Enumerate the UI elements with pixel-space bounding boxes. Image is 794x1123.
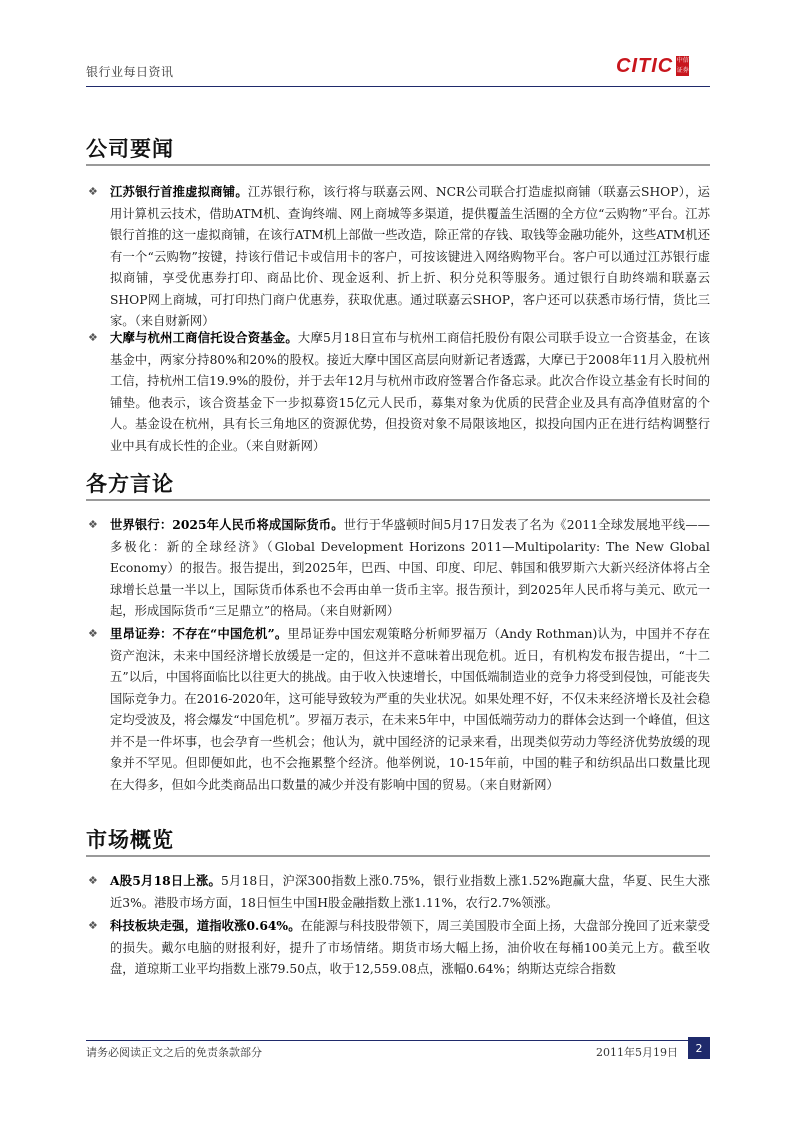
news-item [88, 327, 710, 457]
news-item [88, 181, 710, 333]
news-body: 大摩5月18日宣布与杭州工商信托股份有限公司联手设立一合资基金，在该基金中，两家分持80%和20%的股权。接近大摩中国区高层向财新记者透露，大摩已于2008年11月入股杭州工信，持杭州工信19.9%的股份，并于去年12月与杭州市政府签署合作备忘录。此次合作设立基金有长时间的铺垫。他表示，该合资基金下一步拟募资15亿元人民币，募集对象为优质的民营企业及具有高净值财富的个人。基金设在杭州，具有长三角地区的资源优势，但投资对象不局限该地区，拟投向国内正在进行结构调整行业中具有成长性的企业。（来自财新网） [110, 331, 710, 453]
section-rule [86, 499, 710, 501]
news-item [88, 623, 710, 796]
diamond-bullet-icon: ❖ [88, 331, 98, 344]
news-body: 世行于华盛顿时间5月17日发表了名为《2011全球发展地平线——多极化：新的全球经济》（Global Development Horizons 2011—Multipolarity: The New Global Economy）的报告。报告提出，到2025年，巴西、中国、印度、印尼、韩国和俄罗斯六大新兴经济体将占全球增长总量一半以上，国际货币体系也不会再由单一货币主宰。报告预计，到2025年人民币将与美元、欧元一起，形成国际货币“三足鼎立”的格局。（来自财新网） [110, 518, 710, 618]
section-rule [86, 855, 710, 857]
news-item [88, 514, 710, 623]
footer-date: 2011年5月19日 [596, 1046, 678, 1059]
footer-rule [86, 1040, 710, 1041]
news-item-text [110, 181, 710, 333]
news-item-text [110, 623, 710, 796]
news-headline: 里昂证券：不存在“中国危机”。 [110, 626, 288, 641]
section-title-company-news: 公司要闻 [86, 137, 174, 161]
logo-seal: 中信证券 [676, 57, 689, 74]
diamond-bullet-icon: ❖ [88, 627, 98, 640]
news-item-text [110, 327, 710, 457]
citic-logo [616, 52, 700, 80]
news-item [88, 870, 710, 914]
news-headline: A股5月18日上涨。 [110, 873, 221, 888]
news-headline: 科技板块走强，道指收涨0.64%。 [110, 918, 301, 933]
news-item-text [110, 915, 710, 981]
news-item [88, 915, 710, 981]
page-number: 2 [688, 1037, 710, 1059]
news-body: 5月18日，沪深300指数上涨0.75%，银行业指数上涨1.52%跑赢大盘，华夏、民生大涨近3%。港股市场方面，18日恒生中国H股金融指数上涨1.11%，农行2.7%领涨。 [110, 874, 710, 910]
diamond-bullet-icon: ❖ [88, 919, 98, 932]
news-body: 江苏银行称，该行将与联嘉云网、NCR公司联合打造虚拟商铺（联嘉云SHOP），运用计算机云技术，借助ATM机、查询终端、网上商城等多渠道，提供覆盖生活圈的全方位“云购物”平台。江苏银行首推的这一虚拟商铺，在该行ATM机上部做一些改造，除正常的存钱、取钱等金融功能外，这些ATM机还有一个“云购物”按键，持该行借记卡或信用卡的客户，可按该键进入网络购物平台。客户可以通过江苏银行虚拟商铺，享受优惠券打印、商品比价、现金返利、折上折、积分兑积等服务。通过银行自助终端和联嘉云SHOP网上商城，可打印热门商户优惠券，获取优惠。通过联嘉云SHOP，客户还可以获悉市场行情，货比三家。（来自财新网） [110, 185, 710, 328]
news-item-text [110, 870, 710, 914]
section-title-market-overview: 市场概览 [86, 828, 174, 852]
news-item-text [110, 514, 710, 623]
diamond-bullet-icon: ❖ [88, 185, 98, 198]
header-title: 银行业每日资讯 [86, 65, 174, 79]
diamond-bullet-icon: ❖ [88, 874, 98, 887]
header-rule [86, 86, 710, 87]
news-headline: 世界银行：2025年人民币将成国际货币。 [110, 517, 344, 532]
logo-wordmark: CITIC [616, 54, 674, 77]
news-body: 里昂证券中国宏观策略分析师罗福万（Andy Rothman)认为，中国并不存在资产泡沫，未来中国经济增长放缓是一定的，但这并不意味着出现危机。近日，有机构发布报告提出，“十二五”以后，中国将面临比以往更大的挑战。由于收入快速增长，中国低端制造业的竞争力将受到侵蚀，可能丧失国际竞争力。在2016-2020年，这可能导致较为严重的失业状况。如果处理不好，不仅未来经济增长及社会稳定均受波及，将会爆发“中国危机”。罗福万表示，在未来5年中，中国低端劳动力的群体会达到一个峰值，但这并不是一件坏事，也会孕育一些机会；他认为，就中国经济的记录来看，出现类似劳动力等经济优势放缓的现象并不罕见。但即便如此，也不会拖累整个经济。他举例说，10-15年前，中国的鞋子和纺织品出口数量比现在大得多，但如今此类商品出口数量的减少并没有影响中国的贸易。（来自财新网） [110, 627, 710, 792]
news-body: 在能源与科技股带领下，周三美国股市全面上扬，大盘部分挽回了近来蒙受的损失。戴尔电脑的财报利好，提升了市场情绪。期货市场大幅上扬，油价收在每桶100美元上方。截至收盘，道琼斯工业平均指数上涨79.50点，收于12,559.08点，涨幅0.64%；纳斯达克综合指数 [110, 919, 710, 976]
diamond-bullet-icon: ❖ [88, 518, 98, 531]
section-rule [86, 164, 710, 166]
footer-disclaimer: 请务必阅读正文之后的免责条款部分 [86, 1046, 262, 1059]
news-headline: 大摩与杭州工商信托设合资基金。 [110, 330, 298, 345]
news-headline: 江苏银行首推虚拟商铺。 [110, 184, 248, 199]
section-title-opinions: 各方言论 [86, 472, 174, 496]
